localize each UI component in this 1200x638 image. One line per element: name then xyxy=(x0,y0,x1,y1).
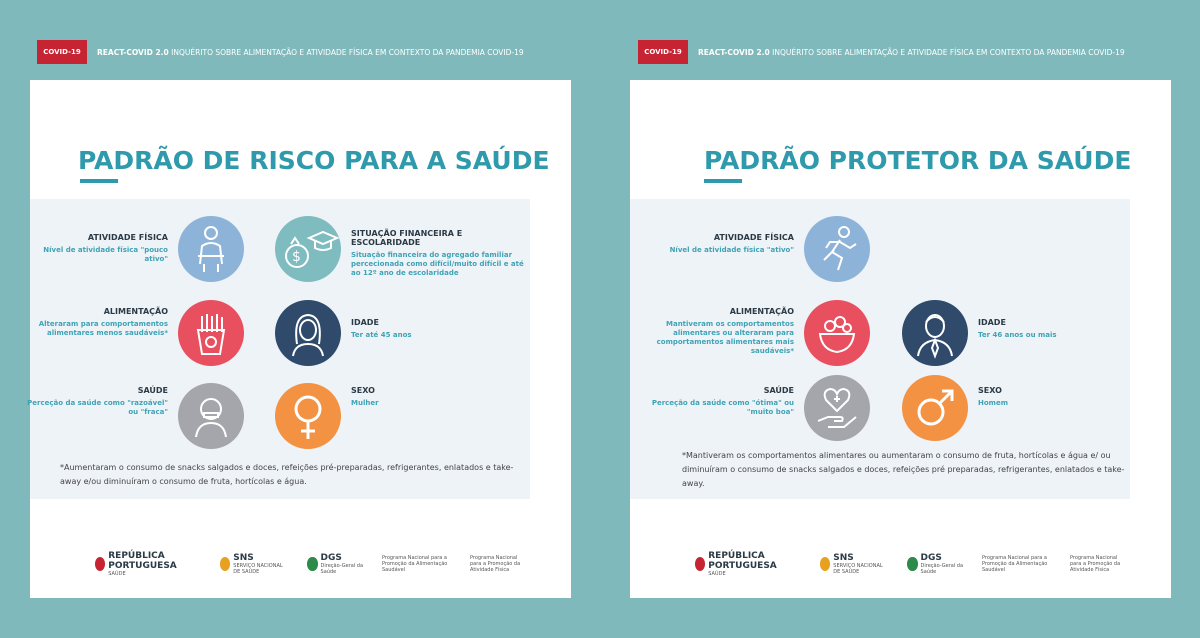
male-symbol-icon xyxy=(902,375,968,441)
money-graduation-icon xyxy=(275,216,341,282)
sns-logo: SNS SERVIÇO NACIONAL DE SAÚDE xyxy=(220,553,289,575)
risk-pattern-card xyxy=(27,80,571,598)
header-title: REACT-COVID 2.0 INQUÉRITO SOBRE ALIMENTAÇÃO E ATIVIDADE FÍSICA EM CONTEXTO DA PANDEMIA COVID-19 xyxy=(698,47,1125,57)
content-panel xyxy=(27,199,530,499)
covid-badge: COVID-19 xyxy=(638,40,688,64)
health-label: SAÚDE Perceção da saúde como "razoável" ou "fraca" xyxy=(27,386,168,416)
logos-footer xyxy=(95,550,525,578)
sex-label: SEXO Mulher xyxy=(351,386,379,407)
svg-text:$: $ xyxy=(292,249,301,265)
dgs-logo: DGS Direção-Geral da Saúde xyxy=(307,553,364,575)
woman-face-icon xyxy=(275,300,341,366)
activity-label: ATIVIDADE FÍSICA Nível de atividade física "pouco ativo" xyxy=(43,233,168,263)
running-person-icon xyxy=(804,216,870,282)
republica-portuguesa-logo: REPÚBLICA PORTUGUESA SAÚDE xyxy=(95,551,202,577)
card-title: PADRÃO DE RISCO PARA A SAÚDE xyxy=(78,146,550,175)
food-label: ALIMENTAÇÃO Alteraram para comportamentos alimentares menos saudáveis* xyxy=(38,307,168,337)
food-label: ALIMENTAÇÃO Mantiveram os comportamentos alimentares ou alteraram para comportamentos alimentares mais saudáveis* xyxy=(656,307,794,355)
header-left xyxy=(37,40,524,64)
title-underline xyxy=(80,179,118,183)
man-suit-icon xyxy=(902,300,968,366)
female-symbol-icon xyxy=(275,383,341,449)
pnpaf-logo: Programa Nacional para a Promoção da Atividade Física xyxy=(1070,555,1121,573)
salad-bowl-icon xyxy=(804,300,870,366)
sns-logo: SNS SERVIÇO NACIONAL DE SAÚDE xyxy=(820,553,889,575)
pnpas-logo: Programa Nacional para a Promoção da Alimentação Saudável xyxy=(382,555,448,573)
title-underline xyxy=(704,179,742,183)
fries-icon xyxy=(178,300,244,366)
sick-person-icon xyxy=(178,383,244,449)
footnote: *Aumentaram o consumo de snacks salgados e doces, refeições pré-preparadas, refrigerantes, enlatados e take-away e/ou diminuíram o consumo de fruta, hortícolas e água. xyxy=(60,463,514,486)
health-label: SAÚDE Perceção da saúde como "ótima" ou "muito boa" xyxy=(651,386,794,416)
financial-label: SITUAÇÃO FINANCEIRA E ESCOLARIDADE Situação financeira do agregado familiar percecionada como difícil/muito difícil e até ao 12º ano de escolaridade xyxy=(351,229,524,277)
activity-label: ATIVIDADE FÍSICA Nível de atividade física "ativo" xyxy=(669,233,794,254)
header-title: REACT-COVID 2.0 INQUÉRITO SOBRE ALIMENTAÇÃO E ATIVIDADE FÍSICA EM CONTEXTO DA PANDEMIA COVID-19 xyxy=(97,47,524,57)
pnpaf-logo: Programa Nacional para a Promoção da Atividade Física xyxy=(470,555,521,573)
age-label: IDADE Ter até 45 anos xyxy=(351,318,412,339)
heart-hand-icon xyxy=(804,375,870,441)
pnpas-logo: Programa Nacional para a Promoção da Alimentação Saudável xyxy=(982,555,1048,573)
person-sitting-icon xyxy=(178,216,244,282)
content-panel xyxy=(630,199,1130,499)
header-right xyxy=(638,40,1125,64)
logos-footer xyxy=(695,550,1125,578)
age-label: IDADE Ter 46 anos ou mais xyxy=(978,318,1057,339)
sex-label: SEXO Homem xyxy=(978,386,1009,407)
protective-pattern-card xyxy=(630,80,1171,598)
footnote: *Mantiveram os comportamentos alimentares ou aumentaram o consumo de fruta, hortícolas e água e/ ou diminuíram o consumo de snacks salgados e doces, refeições pré preparadas, refrigerantes, enlatados e take-away. xyxy=(682,451,1125,488)
republica-portuguesa-logo: REPÚBLICA PORTUGUESA SAÚDE xyxy=(695,551,802,577)
card-title: PADRÃO PROTETOR DA SAÚDE xyxy=(704,146,1132,175)
dgs-logo: DGS Direção-Geral da Saúde xyxy=(907,553,964,575)
covid-badge: COVID-19 xyxy=(37,40,87,64)
